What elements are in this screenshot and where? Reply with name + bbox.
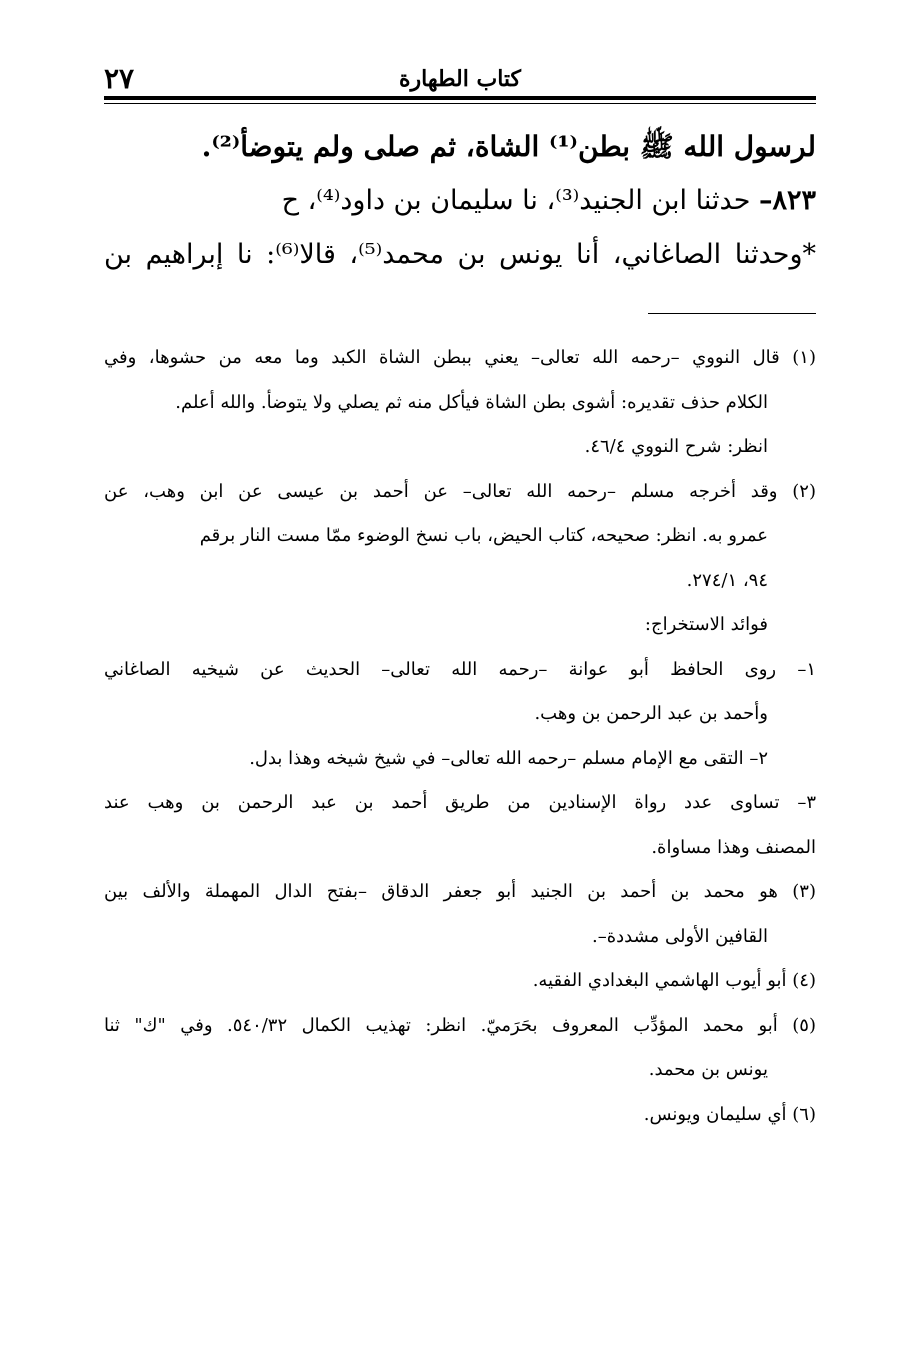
header-rule-thin: [104, 103, 816, 104]
footnote-6: [104, 1093, 816, 1138]
footnote-line: (٤) أبو أيوب الهاشمي البغدادي الفقيه.: [532, 970, 816, 991]
footnote-line: ٣– تساوى عدد رواة الإسنادين من طريق أحمد بن عبد الرحمن بن وهب عند: [104, 792, 816, 813]
footnote-line: (٥) أبو محمد المؤدِّب المعروف بحَرَميّ. انظر: تهذيب الكمال ٥٤٠/٣٢. وفي "ك" ثنا: [104, 1014, 816, 1036]
footnote-line: وأحمد بن عبد الرحمن بن وهب.: [534, 703, 768, 724]
footnote-line: المصنف وهذا مساواة.: [651, 836, 816, 858]
footnote-line: انظر: شرح النووي ٤٦/٤.: [584, 436, 768, 457]
header-rule: [104, 96, 816, 100]
footnote-line: الكلام حذف تقديره: أشوى بطن الشاة فيأكل منه ثم يصلي ولا يتوضأ. والله أعلم.: [175, 391, 768, 413]
main-line-2: [104, 174, 816, 228]
footnote-line: فوائد الاستخراج:: [644, 614, 768, 635]
footnote-line: ٩٤، ٢٧٤/١.: [686, 569, 768, 591]
footnote-line: (٣) هو محمد بن أحمد بن الجنيد أبو جعفر الدقاق –بفتح الدال المهملة والألف بين: [104, 881, 816, 902]
footnote-2: [104, 470, 816, 871]
running-title: كتاب الطهارة: [398, 66, 522, 92]
footnote-line: يونس بن محمد.: [648, 1059, 768, 1080]
main-line-1: لرسول الله ﷺ بطن⁽¹⁾ الشاة، ثم صلى ولم يتوضأ⁽²⁾.: [201, 130, 816, 163]
main-text: [104, 120, 816, 282]
footnote-line: عمرو به. انظر: صحيحه، كتاب الحيض، باب نسخ الوضوء ممّا مست النار برقم: [199, 525, 768, 546]
main-line-3: *وحدثنا الصاغاني، أنا يونس بن محمد⁽⁵⁾، قالا⁽⁶⁾: نا إبراهيم بن: [104, 239, 817, 270]
footnotes: [104, 336, 816, 1137]
footnote-1: [104, 336, 816, 470]
footnote-line: ١– روى الحافظ أبو عوانة –رحمه الله تعالى– الحديث عن شيخيه الصاغاني: [104, 658, 816, 680]
footnote-3: [104, 870, 816, 959]
page-number: ٢٧: [104, 62, 135, 95]
footnote-line: (٦) أي سليمان ويونس.: [643, 1103, 816, 1125]
hadith-number: ٨٢٣–: [758, 185, 816, 216]
main-line-2-text: حدثنا ابن الجنيد⁽³⁾، نا سليمان بن داود⁽⁴⁾، ح: [281, 185, 759, 216]
footnote-line: (١) قال النووي –رحمه الله تعالى– يعني ببطن الشاة الكبد وما معه من حشوها، وفي: [104, 347, 816, 368]
footnote-line: ٢– التقى مع الإمام مسلم –رحمه الله تعالى– في شيخ شيخه وهذا بدل.: [249, 747, 768, 769]
footnote-separator: [648, 313, 816, 314]
footnote-line: (٢) وقد أخرجه مسلم –رحمه الله تعالى– عن أحمد بن عيسى عن ابن وهب، عن: [104, 480, 816, 502]
footnote-4: [104, 959, 816, 1004]
page-header: [104, 62, 816, 96]
footnote-line: القافين الأولى مشددة–.: [591, 925, 768, 947]
footnote-5: [104, 1004, 816, 1093]
